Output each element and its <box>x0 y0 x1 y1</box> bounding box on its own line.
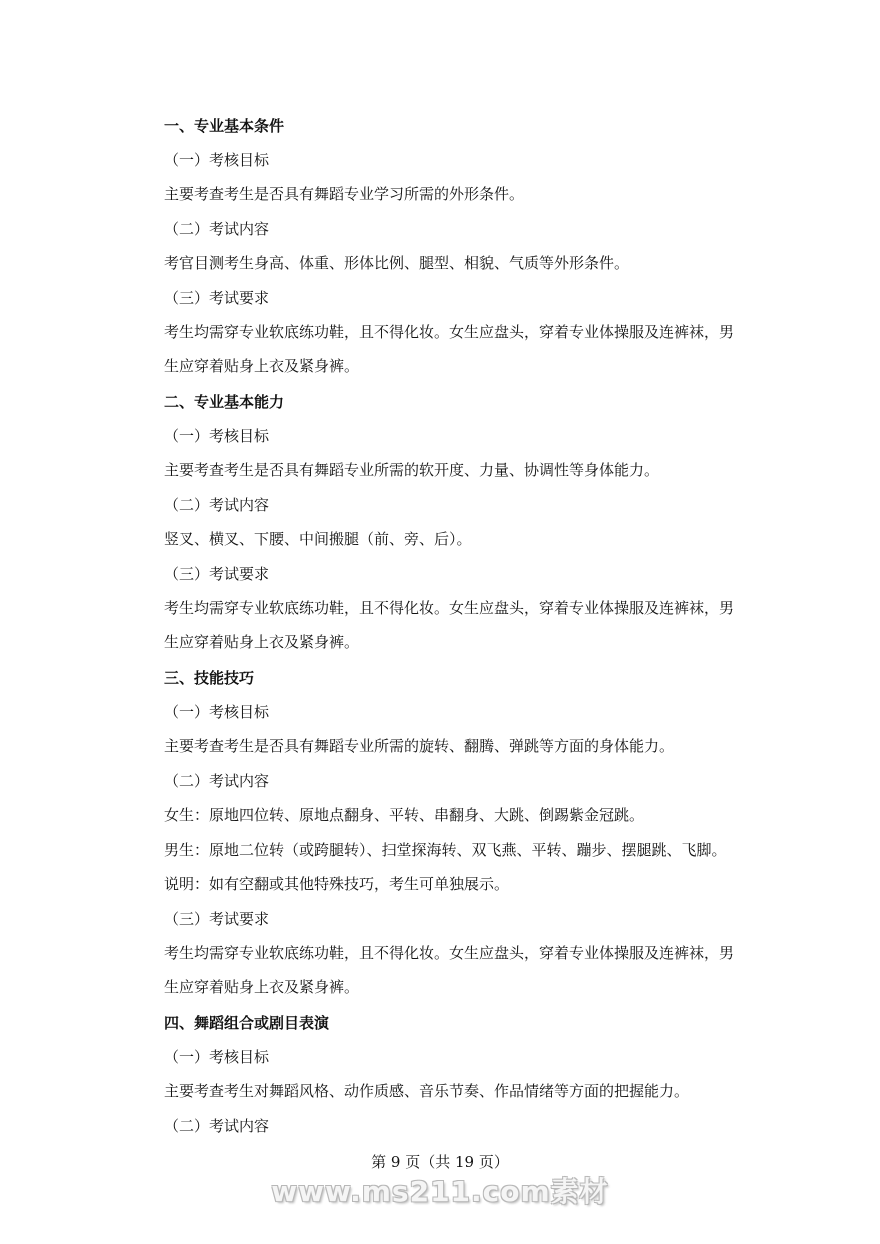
section-2-sub-1: （一）考核目标 <box>164 427 270 445</box>
section-3-sub-2-line-2: 男生：原地二位转（或跨腿转）、扫堂探海转、双飞燕、平转、蹦步、摆腿跳、飞脚。 <box>164 841 727 859</box>
section-3-sub-1-line-1: 主要考查考生是否具有舞蹈专业所需的旋转、翻腾、弹跳等方面的身体能力。 <box>164 737 675 755</box>
section-1-title: 一、专业基本条件 <box>164 117 285 135</box>
section-2-sub-3: （三）考试要求 <box>164 565 270 583</box>
section-1-sub-1: （一）考核目标 <box>164 151 270 169</box>
section-2-sub-3-line-1: 考生均需穿专业软底练功鞋，且不得化妆。女生应盘头，穿着专业体操服及连裤袜，男 <box>164 599 735 617</box>
section-1-sub-2: （二）考试内容 <box>164 220 270 238</box>
section-4-sub-2: （二）考试内容 <box>164 1117 270 1135</box>
section-3-sub-2-line-1: 女生：原地四位转、原地点翻身、平转、串翻身、大跳、倒踢紫金冠跳。 <box>164 806 645 824</box>
section-4-sub-1: （一）考核目标 <box>164 1048 270 1066</box>
section-3-sub-1: （一）考核目标 <box>164 703 270 721</box>
section-3-sub-3-line-2: 生应穿着贴身上衣及紧身裤。 <box>164 978 360 996</box>
section-2-sub-2-line-1: 竖叉、横叉、下腰、中间搬腿（前、旁、后）。 <box>164 530 472 548</box>
watermark: www.ms211.com素材 <box>271 1175 609 1208</box>
section-4-title: 四、舞蹈组合或剧目表演 <box>164 1014 330 1032</box>
section-3-sub-2: （二）考试内容 <box>164 772 270 790</box>
section-2-sub-2: （二）考试内容 <box>164 496 270 514</box>
section-1-sub-1-line-1: 主要考查考生是否具有舞蹈专业学习所需的外形条件。 <box>164 185 525 203</box>
section-1-sub-3-line-1: 考生均需穿专业软底练功鞋，且不得化妆。女生应盘头，穿着专业体操服及连裤袜，男 <box>164 323 735 341</box>
section-1-sub-2-line-1: 考官目测考生身高、体重、形体比例、腿型、相貌、气质等外形条件。 <box>164 254 630 272</box>
section-1-sub-3-line-2: 生应穿着贴身上衣及紧身裤。 <box>164 357 360 375</box>
section-3-sub-3: （三）考试要求 <box>164 910 270 928</box>
section-2-sub-3-line-2: 生应穿着贴身上衣及紧身裤。 <box>164 633 360 651</box>
section-2-sub-1-line-1: 主要考查考生是否具有舞蹈专业所需的软开度、力量、协调性等身体能力。 <box>164 461 660 479</box>
page-number: 第 9 页（共 19 页） <box>371 1153 509 1171</box>
section-1-sub-3: （三）考试要求 <box>164 289 270 307</box>
section-3-sub-3-line-1: 考生均需穿专业软底练功鞋，且不得化妆。女生应盘头，穿着专业体操服及连裤袜，男 <box>164 944 735 962</box>
section-3-title: 三、技能技巧 <box>164 669 255 687</box>
section-4-sub-1-line-1: 主要考查考生对舞蹈风格、动作质感、音乐节奏、作品情绪等方面的把握能力。 <box>164 1082 690 1100</box>
section-3-sub-2-line-3: 说明：如有空翻或其他特殊技巧，考生可单独展示。 <box>164 875 510 893</box>
section-2-title: 二、专业基本能力 <box>164 393 285 411</box>
